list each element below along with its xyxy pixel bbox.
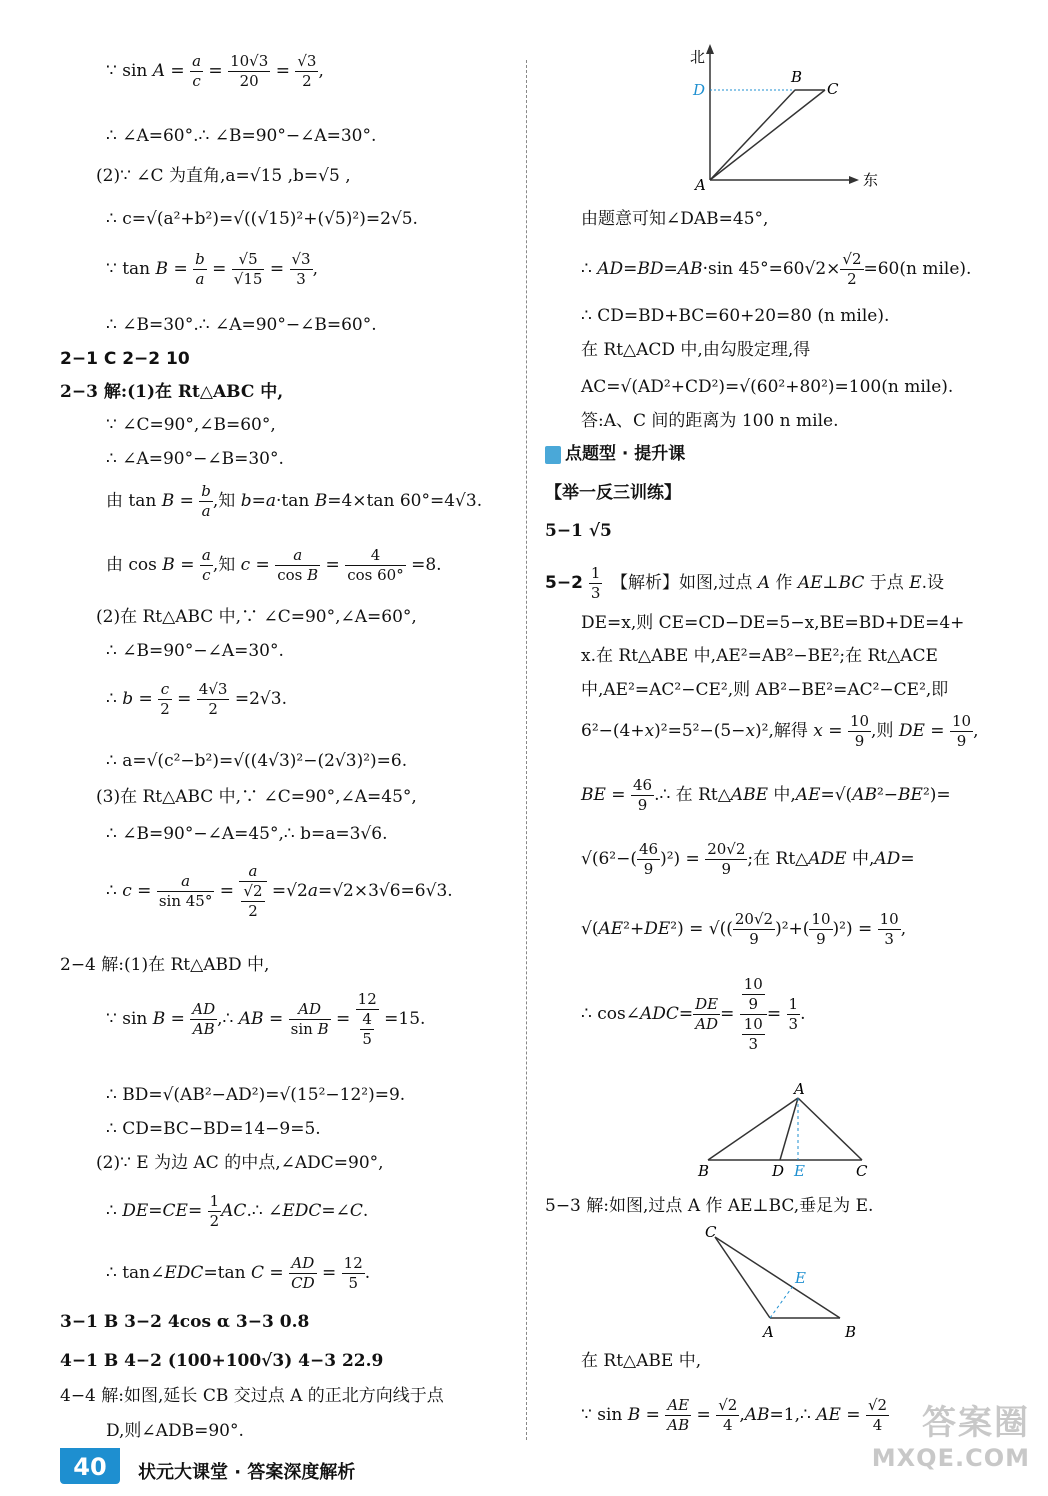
- fraction: $\frac{4√3}{2}$: [198, 680, 228, 718]
- solution-line: √(AE²+DE²) = √(( $\frac{20√2}{9}$ )²+( $\frac{10}{9}$ )²) = $\frac{10}{3}$ ,: [581, 910, 907, 948]
- text-line: 2−3 解:(1)在 Rt△ABC 中,: [60, 382, 284, 402]
- solution-line: ∴ c = $\frac{a}{\sin 45^\circ}$ = $\frac{a}{\frac{√2}{2}}$ =√2a=√2×3√6=6√3.: [106, 862, 453, 920]
- solution-line: 由 tan B = $\frac{b}{a}$ ,知 b=a·tan B=4×tan 60°=4√3.: [106, 482, 483, 520]
- point-label: B: [845, 1323, 857, 1341]
- point-label: A: [695, 176, 706, 194]
- section-subtitle: 【举一反三训练】: [545, 483, 681, 503]
- text-line: ∴ BD=√(AB²−AD²)=√(15²−12²)=9.: [106, 1085, 406, 1105]
- watermark-logo: 答案圈: [922, 1403, 1030, 1443]
- fraction: $\frac{12}{5}$: [343, 1254, 363, 1292]
- text-line: (2)∵ ∠C 为直角,a=√15 ,b=√5 ,: [96, 166, 351, 186]
- fraction: $\frac{AD}{\text{sin B}}$: [290, 1000, 329, 1038]
- point-label: A: [794, 1080, 805, 1098]
- text-line: (3)在 Rt△ABC 中,∵ ∠C=90°,∠A=45°,: [96, 787, 417, 807]
- point-label: E: [794, 1162, 805, 1180]
- text-line: ∵ ∠C=90°,∠B=60°,: [106, 415, 276, 435]
- text-line: 2−4 解:(1)在 Rt△ABD 中,: [60, 955, 270, 975]
- fraction: $\frac{10}{3}$: [879, 910, 899, 948]
- text-line: ∴ CD=BC−BD=14−9=5.: [106, 1119, 321, 1139]
- text-line: 在 Rt△ABE 中,: [581, 1351, 702, 1371]
- text-line: 中,AE²=AC²−CE²,则 AB²−BE²=AC²−CE²,即: [581, 680, 949, 700]
- book-title: 状元大课堂 · 答案深度解析: [138, 1462, 356, 1483]
- text-line: (2)在 Rt△ABC 中,∵ ∠C=90°,∠A=60°,: [96, 607, 417, 627]
- fraction: $\frac{AD}{AB}$: [192, 1000, 216, 1038]
- fraction: $\frac{a}{\text{cos B}}$: [277, 546, 319, 584]
- text-line: 4−1 B 4−2 (100+100√3) 4−3 22.9: [60, 1351, 384, 1371]
- fraction: $\frac{a}{\frac{√2}{2}}$: [239, 862, 266, 921]
- fraction: $\frac{√2}{2}$: [842, 250, 862, 288]
- text-line: 5−1 √5: [545, 521, 612, 541]
- figure-triangle-abc: [690, 1080, 910, 1180]
- answer-label: 2−1 C 2−2 10: [60, 349, 190, 369]
- solution-line: √(6²−( $\frac{46}{9}$ )²) = $\frac{20√2}{9}$ ;在 Rt△ADE 中,AD=: [581, 840, 915, 878]
- solution-line: ∵ sin B = $\frac{AD}{AB}$ ,∴ AB = $\frac{AD}{\text{sin B}}$ = $\frac{12}{\frac{4}{5}}$ =15.: [106, 990, 426, 1048]
- east-label: 东: [863, 171, 879, 189]
- fraction: $\frac{1}{2}$: [209, 1192, 220, 1230]
- fraction: $\frac{1}{3}$: [590, 564, 601, 602]
- fraction: $\frac{a}{c}$: [192, 52, 202, 90]
- solution-line: ∴ cos∠ADC= $\frac{DE}{AD}$ = $\frac{\frac{10}{9}}{\frac{10}{3}}$ = $\frac{1}{3}$ .: [581, 975, 806, 1053]
- solution-line: 由 cos B = $\frac{a}{c}$ ,知 c = $\frac{a}{\text{cos B}}$ = $\frac{4}{\cos 60^\circ}$ =8.: [106, 546, 442, 584]
- fraction: $\frac{√2}{4}$: [718, 1396, 738, 1434]
- text-line: AC=√(AD²+CD²)=√(60²+80²)=100(n mile).: [581, 377, 954, 397]
- watermark: [872, 1395, 1030, 1472]
- book-icon: [545, 446, 561, 464]
- fraction: $\frac{10}{9}$: [951, 712, 972, 750]
- point-label: A: [763, 1323, 774, 1341]
- point-label: B: [791, 68, 803, 86]
- fraction: $\frac{√5}{√15}$: [233, 250, 263, 288]
- point-label: C: [705, 1223, 717, 1241]
- section-heading: [545, 443, 685, 465]
- fraction: $\frac{AD}{CD}$: [291, 1254, 315, 1292]
- solution-line: 5−2 $\frac{1}{3}$ 【解析】如图,过点 A 作 AE⊥BC 于点 E.设: [545, 564, 945, 602]
- solution-line: 6²−(4+x)²=5²−(5−x)²,解得 x = $\frac{10}{9}$ ,则 DE = $\frac{10}{9}$ ,: [581, 712, 979, 750]
- section-title: 点题型 · 提升课: [565, 444, 686, 464]
- text-line: D,则∠ADB=90°.: [106, 1421, 244, 1441]
- text-line: ∴ CD=BD+BC=60+20=80 (n mile).: [581, 306, 890, 326]
- text-line: (2)∵ E 为边 AC 的中点,∠ADC=90°,: [96, 1153, 384, 1173]
- point-label: E: [795, 1269, 806, 1287]
- fraction: $\frac{1}{3}$: [788, 995, 799, 1033]
- text-line: DE=x,则 CE=CD−DE=5−x,BE=BD+DE=4+: [581, 613, 965, 633]
- fraction: $\frac{c}{2}$: [160, 680, 170, 718]
- answer-line: [60, 348, 196, 370]
- text-line: 答:A、C 间的距离为 100 n mile.: [581, 411, 839, 431]
- text-line: ∴ ∠A=90°−∠B=30°.: [106, 449, 284, 469]
- figure-compass: [675, 40, 1005, 200]
- text-line: ∴ ∠A=60°.∴ ∠B=90°−∠A=30°.: [106, 126, 377, 146]
- fraction: $\frac{√3}{3}$: [291, 250, 311, 288]
- solution-line: ∵ sin B = $\frac{AE}{AB}$ = $\frac{√2}{4}$ ,AB=1,∴ AE = $\frac{√2}{4}$: [581, 1396, 888, 1434]
- point-label: B: [698, 1162, 710, 1180]
- point-label: C: [856, 1162, 868, 1180]
- text-line: ∴ a=√(c²−b²)=√((4√3)²−(2√3)²)=6.: [106, 751, 408, 771]
- text-line: 在 Rt△ACD 中,由勾股定理,得: [581, 340, 811, 360]
- solution-line: ∴ AD=BD=AB·sin 45°=60√2× $\frac{√2}{2}$ =60(n mile).: [581, 250, 972, 288]
- text-line: ∴ ∠B=90°−∠A=45°,∴ b=a=3√6.: [106, 824, 388, 844]
- fraction: $\frac{√3}{2}$: [297, 52, 317, 90]
- text-line: [545, 482, 681, 504]
- text-line: ∴ ∠B=90°−∠A=30°.: [106, 641, 284, 661]
- text-line: ∴ c=√(a²+b²)=√((√15)²+(√5)²)=2√5.: [106, 209, 418, 229]
- north-label: 北: [690, 48, 706, 66]
- fraction: $\frac{46}{9}$: [632, 776, 653, 814]
- text-line: ∴ ∠B=30°.∴ ∠A=90°−∠B=60°.: [106, 315, 377, 335]
- text-line: 由题意可知∠DAB=45°,: [581, 209, 769, 229]
- fraction: $\frac{20√2}{9}$: [707, 840, 746, 878]
- solution-line: ∵ tan B = $\frac{b}{a}$ = $\frac{√5}{√15}$ = $\frac{√3}{3}$ ,: [106, 250, 319, 288]
- figure-triangle-ace: [695, 1223, 895, 1353]
- solution-line: ∴ DE=CE= $\frac{1}{2}$ AC.∴ ∠EDC=∠C.: [106, 1192, 369, 1230]
- point-label: C: [827, 80, 839, 98]
- fraction: $\frac{\frac{10}{9}}{\frac{10}{3}}$: [740, 975, 767, 1054]
- text-line: 5−3 解:如图,过点 A 作 AE⊥BC,垂足为 E.: [545, 1196, 874, 1216]
- fraction: $\frac{b}{a}$: [201, 482, 211, 520]
- point-label: D: [693, 81, 706, 99]
- fraction: $\frac{4}{\cos 60^\circ}$: [347, 546, 404, 584]
- solution-line: ∴ b = $\frac{c}{2}$ = $\frac{4√3}{2}$ =2√3.: [106, 680, 287, 718]
- solution-line: ∵ sin A = $\frac{a}{c}$ = $\frac{10√3}{20}$ = $\frac{√3}{2}$ ,: [106, 52, 324, 90]
- fraction: $\frac{a}{\sin 45^\circ}$: [158, 872, 213, 910]
- solution-line: ∴ tan∠EDC=tan C = $\frac{AD}{CD}$ = $\frac{12}{5}$ .: [106, 1254, 371, 1292]
- answer-line: [60, 381, 283, 403]
- fraction: $\frac{10√3}{20}$: [230, 52, 269, 90]
- solution-line: BE = $\frac{46}{9}$ .∴ 在 Rt△ABE 中,AE=√(AB²−BE²)=: [581, 776, 951, 814]
- column-divider: [526, 60, 527, 1440]
- fraction: $\frac{√2}{4}$: [867, 1396, 888, 1434]
- page-number: 40: [60, 1448, 120, 1484]
- fraction: $\frac{AE}{AB}$: [667, 1396, 690, 1434]
- fraction: $\frac{DE}{AD}$: [695, 995, 719, 1033]
- fraction: $\frac{12}{\frac{4}{5}}$: [357, 990, 377, 1048]
- text-line: 3−1 B 3−2 4cos α 3−3 0.8: [60, 1312, 310, 1332]
- point-label: D: [772, 1162, 785, 1180]
- fraction: $\frac{a}{c}$: [201, 546, 211, 584]
- fraction: $\frac{10}{9}$: [849, 712, 870, 750]
- text-line: 4−4 解:如图,延长 CB 交过点 A 的正北方向线于点: [60, 1386, 444, 1406]
- text-line: x.在 Rt△ABE 中,AE²=AB²−BE²;在 Rt△ACE: [581, 646, 938, 666]
- fraction: $\frac{b}{a}$: [195, 250, 205, 288]
- watermark-url: MXQE.COM: [871, 1444, 1030, 1472]
